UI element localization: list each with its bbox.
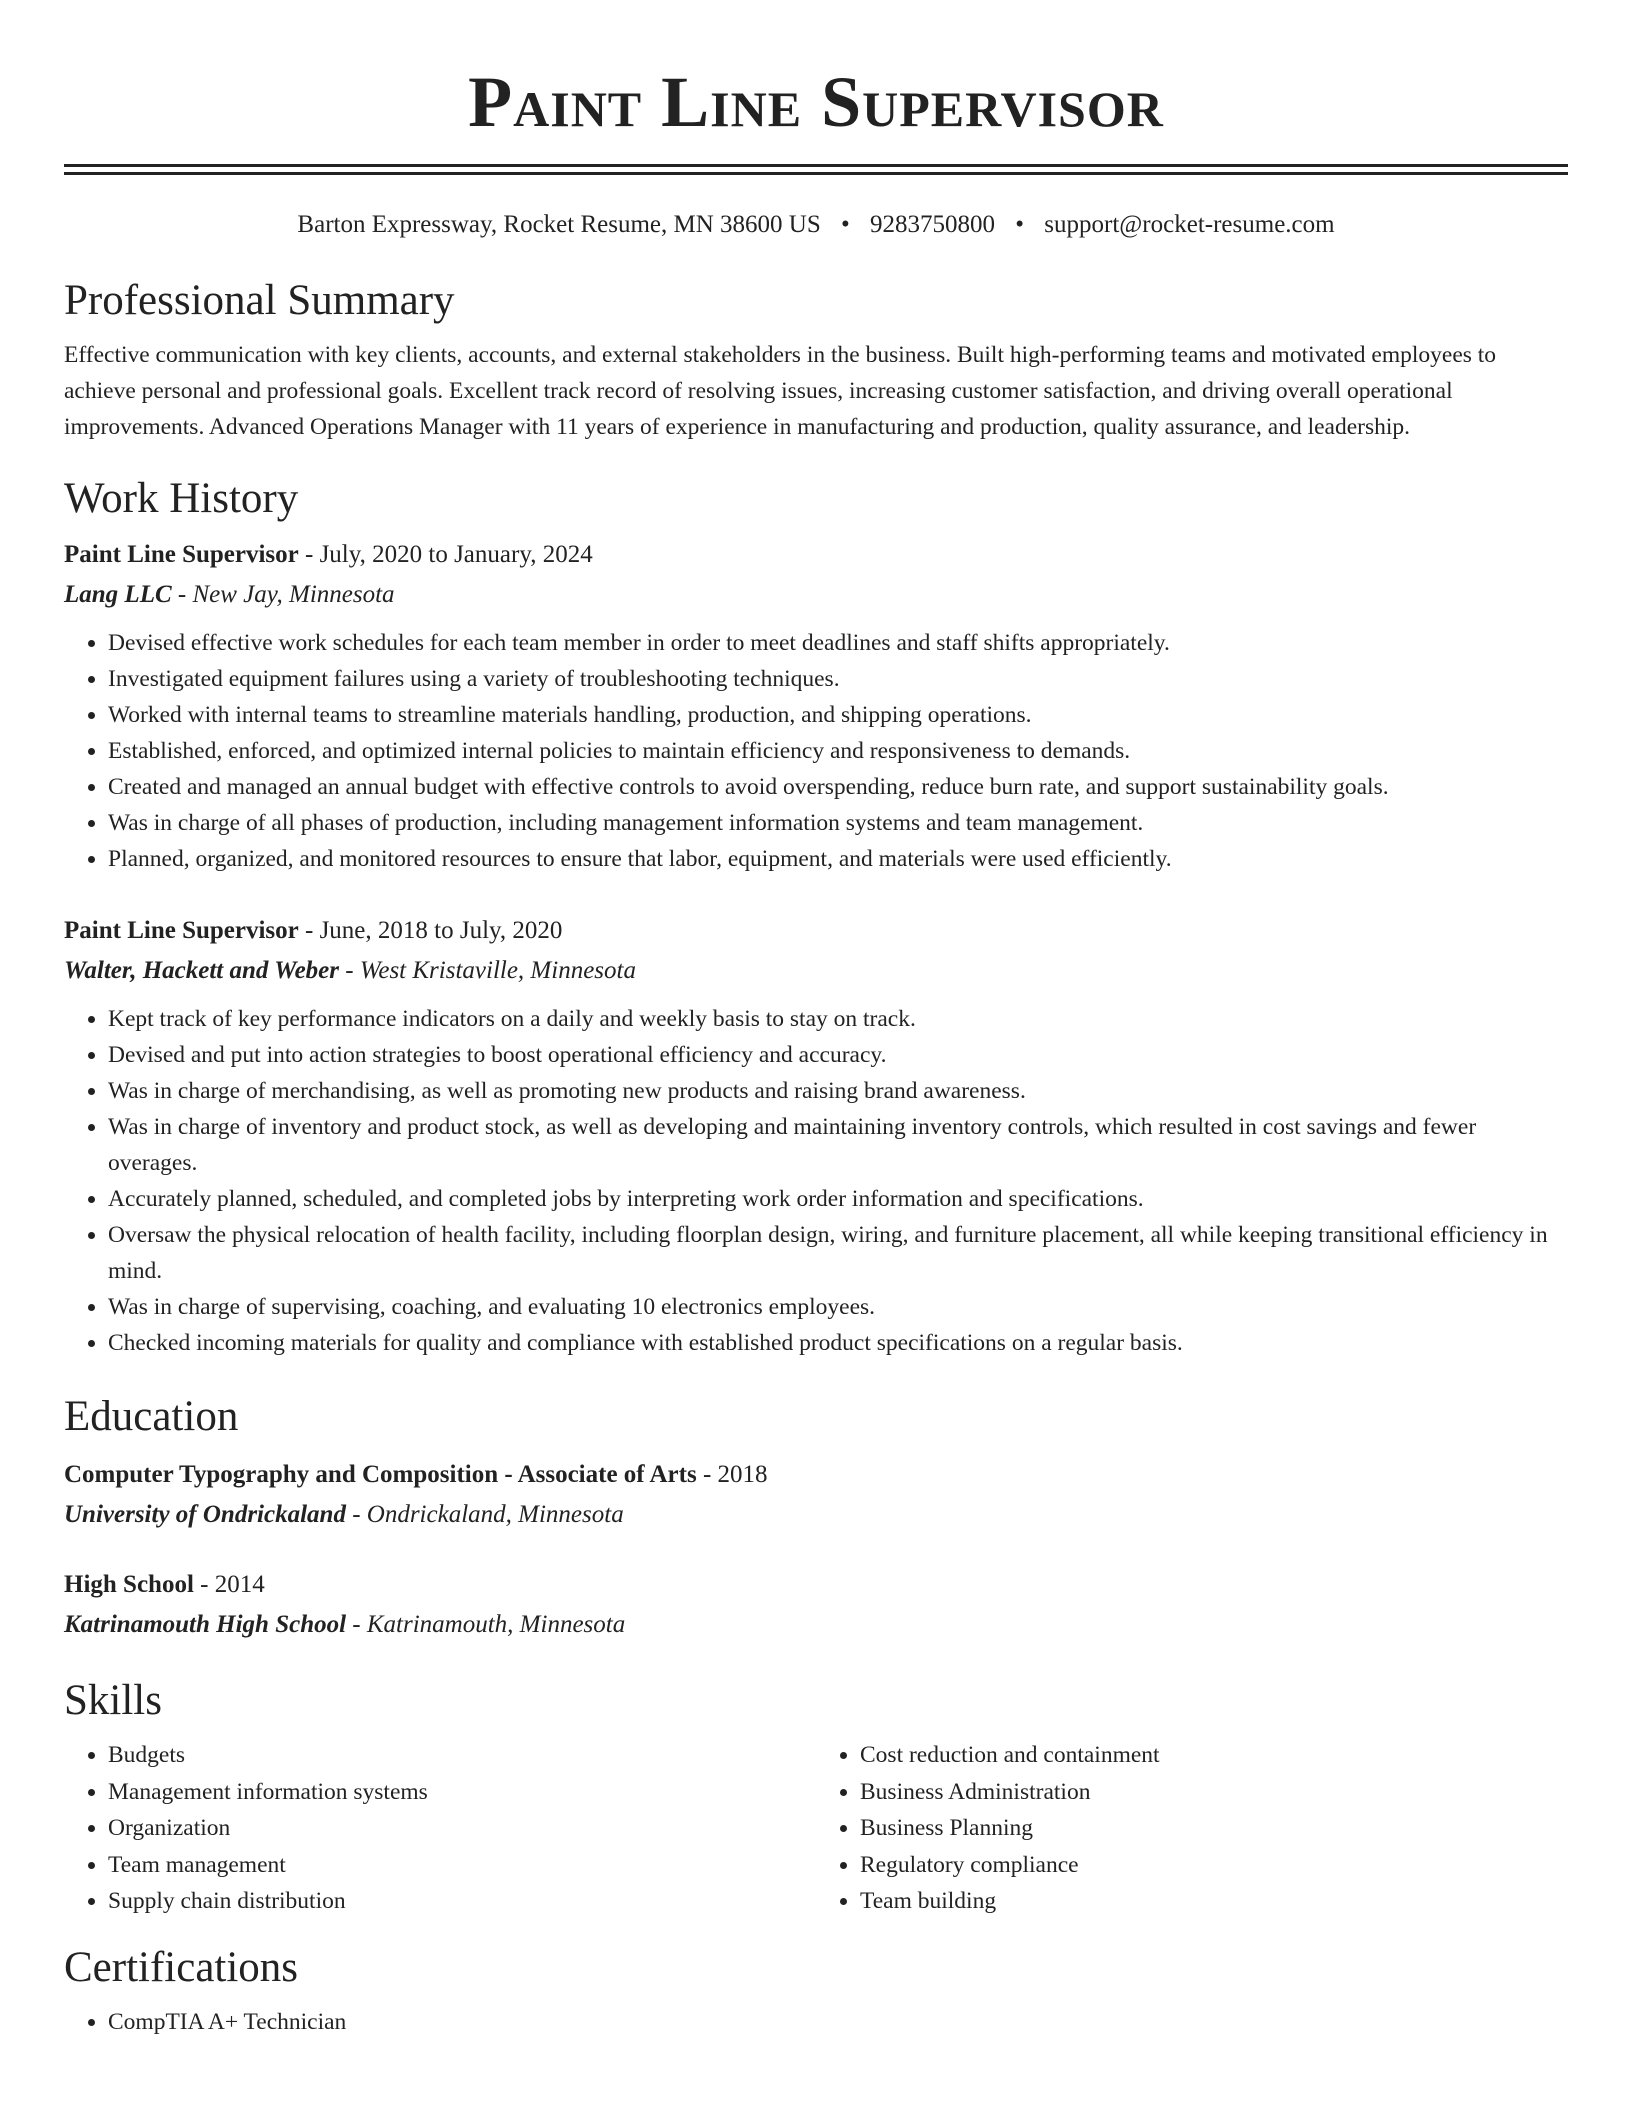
- skills-columns: [64, 1737, 1568, 1920]
- job-role: Paint Line Supervisor: [64, 917, 299, 944]
- list-item: • Established, enforced, and optimized internal policies to maintain efficiency and responsiveness to demands.: [108, 733, 1568, 769]
- education-school-line: [64, 1605, 1568, 1645]
- skill-item: • Supply chain distribution: [108, 1883, 816, 1920]
- education-year: - 2018: [696, 1461, 768, 1488]
- list-item: • Was in charge of all phases of production, including management information systems and team management.: [108, 805, 1568, 841]
- section-title-certifications: Certifications: [64, 1943, 299, 1991]
- list-item: • Investigated equipment failures using a variety of troubleshooting techniques.: [108, 661, 1568, 697]
- education-entry: [64, 1565, 1568, 1645]
- education-entry: [64, 1455, 1568, 1535]
- summary-text: Effective communication with key clients, accounts, and external stakeholders in the business. Built high-performing teams and motivated employees to achieve personal and professional goals. Excellent track record of resolving issues, increasing customer satisfaction, and driving overall operational improvements. Advanced Operations Manager with 11 years of experience in manufacturing and production, quality assurance, and leadership.: [64, 342, 1497, 440]
- job-bullets: [64, 1001, 1568, 1361]
- education-location: - Ondrickaland, Minnesota: [345, 1501, 624, 1528]
- contact-email: support@rocket-resume.com: [1044, 211, 1335, 238]
- contact-separator: •: [841, 211, 850, 238]
- job-entry: [64, 535, 1568, 877]
- list-item: • Oversaw the physical relocation of health facility, including floorplan design, wiring, and furniture placement, all while keeping transitional efficiency in mind.: [108, 1217, 1568, 1289]
- job-entry: [64, 911, 1568, 1361]
- list-item: • Planned, organized, and monitored resources to ensure that labor, equipment, and materials were used efficiently.: [108, 841, 1568, 877]
- list-item: • Devised effective work schedules for each team member in order to meet deadlines and staff shifts appropriately.: [108, 625, 1568, 661]
- education-year: - 2014: [193, 1571, 265, 1598]
- skills-right-column: [816, 1737, 1568, 1920]
- education-school: University of Ondrickaland: [64, 1501, 346, 1528]
- skill-item: • Business Planning: [860, 1810, 1568, 1847]
- job-header: [64, 911, 1568, 951]
- job-company: Lang LLC: [64, 581, 172, 608]
- job-company-line: [64, 575, 1568, 615]
- education-degree: Computer Typography and Composition - Associate of Arts: [64, 1461, 697, 1488]
- job-location: - West Kristaville, Minnesota: [339, 957, 636, 984]
- job-header: [64, 535, 1568, 575]
- section-title-education: Education: [64, 1393, 239, 1440]
- job-location: - New Jay, Minnesota: [171, 581, 395, 608]
- education-location: - Katrinamouth, Minnesota: [346, 1611, 626, 1638]
- education-school-line: [64, 1495, 1568, 1535]
- contact-line: [64, 209, 1568, 241]
- list-item: • Worked with internal teams to streamline materials handling, production, and shipping operations.: [108, 697, 1568, 733]
- list-item: • Checked incoming materials for quality and compliance with established product specifications on a regular basis.: [108, 1325, 1568, 1361]
- section-title-skills: Skills: [64, 1677, 162, 1724]
- resume-title: Paint Line Supervisor: [468, 62, 1164, 142]
- skill-item: • Business Administration: [860, 1774, 1568, 1811]
- job-company: Walter, Hackett and Weber: [64, 957, 339, 984]
- skill-item: • Organization: [108, 1810, 816, 1847]
- skills-left-column: [64, 1737, 816, 1920]
- skill-item: • Cost reduction and containment: [860, 1737, 1568, 1774]
- list-item: • Kept track of key performance indicators on a daily and weekly basis to stay on track.: [108, 1001, 1568, 1037]
- skill-item: • Budgets: [108, 1737, 816, 1774]
- job-bullets: [64, 625, 1568, 877]
- job-role: Paint Line Supervisor: [64, 541, 299, 568]
- education-degree: High School: [64, 1571, 194, 1598]
- list-item: • Was in charge of supervising, coaching, and evaluating 10 electronics employees.: [108, 1289, 1568, 1325]
- list-item: • Devised and put into action strategies to boost operational efficiency and accuracy.: [108, 1037, 1568, 1073]
- contact-address: Barton Expressway, Rocket Resume, MN 38600 US: [297, 211, 821, 238]
- title-double-rule: [64, 164, 1568, 175]
- skill-item: • Team building: [860, 1883, 1568, 1920]
- list-item: • Was in charge of inventory and product stock, as well as developing and maintaining inventory controls, which resulted in cost savings and fewer overages.: [108, 1109, 1568, 1181]
- education-header: [64, 1455, 1568, 1495]
- list-item: • Accurately planned, scheduled, and completed jobs by interpreting work order information and specifications.: [108, 1181, 1568, 1217]
- certifications-list: [64, 2004, 1568, 2040]
- skill-item: • Team management: [108, 1847, 816, 1884]
- skill-item: • Management information systems: [108, 1774, 816, 1811]
- contact-phone: 9283750800: [870, 211, 996, 238]
- job-dates: - July, 2020 to January, 2024: [298, 541, 593, 568]
- job-company-line: [64, 951, 1568, 991]
- list-item: • Created and managed an annual budget with effective controls to avoid overspending, reduce burn rate, and support sustainability goals.: [108, 769, 1568, 805]
- certification-item: • CompTIA A+ Technician: [108, 2004, 1568, 2040]
- education-header: [64, 1565, 1568, 1605]
- section-title-work-history: Work History: [64, 475, 299, 522]
- education-school: Katrinamouth High School: [64, 1611, 347, 1638]
- skill-item: • Regulatory compliance: [860, 1847, 1568, 1884]
- contact-separator: •: [1015, 211, 1025, 238]
- list-item: • Was in charge of merchandising, as well as promoting new products and raising brand awareness.: [108, 1073, 1568, 1109]
- job-dates: - June, 2018 to July, 2020: [298, 917, 563, 944]
- section-title-summary: Professional Summary: [64, 277, 455, 324]
